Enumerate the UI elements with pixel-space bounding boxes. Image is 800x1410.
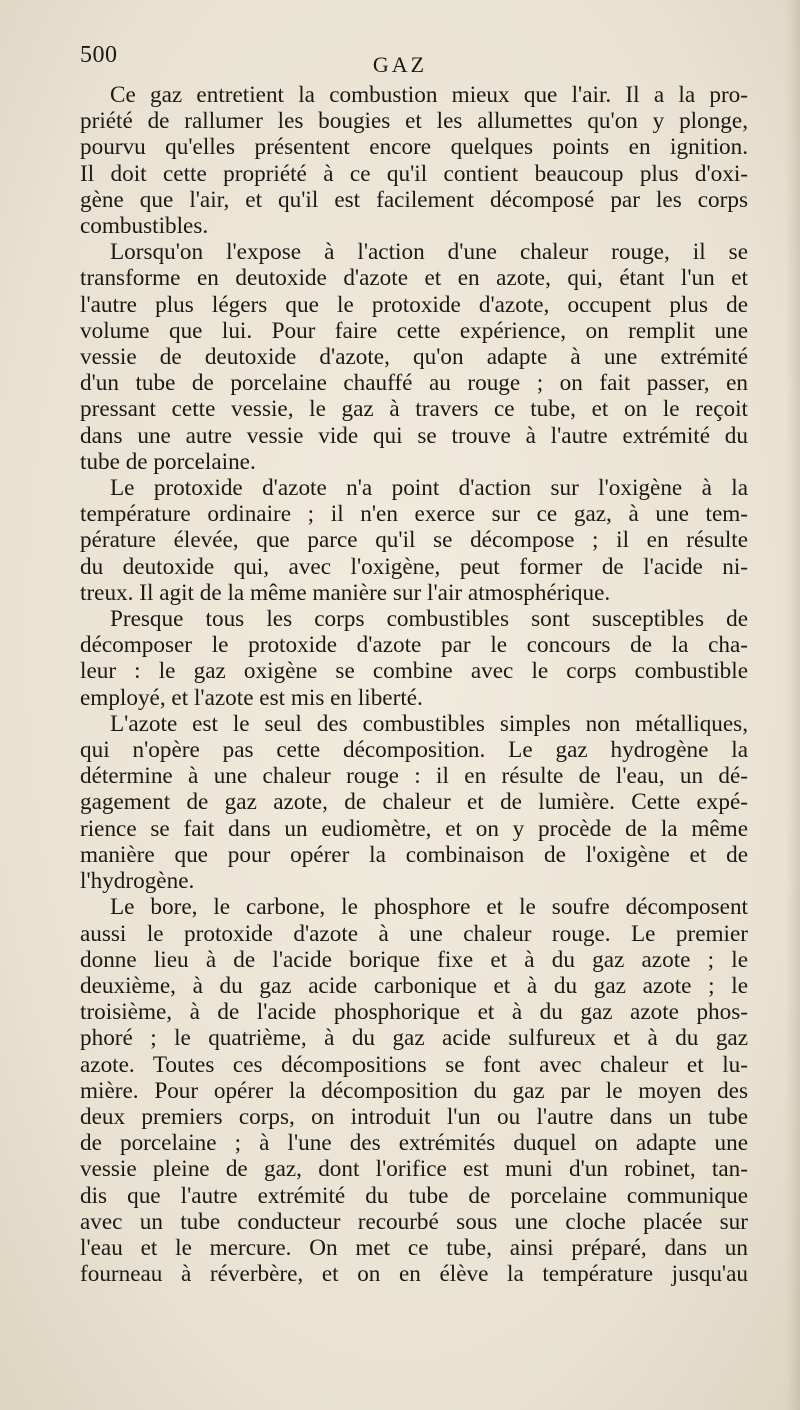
text-line: gagement de gaz azote, de chaleur et de lumière. Cette expé- [80, 789, 748, 816]
text-line: d'un tube de porcelaine chauffé au rouge ; on fait passer, en [80, 370, 748, 397]
text-line: donne lieu à de l'acide borique fixe et à du gaz azote ; le [80, 946, 748, 973]
body-text [80, 82, 748, 1287]
running-head: GAZ [372, 52, 428, 77]
text-line: gène que l'air, et qu'il est facilement décomposé par les corps [80, 186, 748, 213]
text-line: du deutoxide qui, avec l'oxigène, peut former de l'acide ni- [80, 553, 748, 580]
text-line: tube de porcelaine. [80, 448, 256, 475]
text-line: volume que lui. Pour faire cette expérience, on remplit une [80, 317, 748, 344]
text-line: azote. Toutes ces décompositions se font avec chaleur et lu- [80, 1051, 748, 1078]
text-line: pourvu qu'elles présentent encore quelques points en ignition. [80, 134, 748, 161]
text-line: Lorsqu'on l'expose à l'action d'une chaleur rouge, il se [110, 239, 748, 266]
text-line: mière. Pour opérer la décomposition du gaz par le moyen des [80, 1077, 748, 1104]
text-line: l'eau et le mercure. On met ce tube, ainsi préparé, dans un [80, 1234, 748, 1261]
text-line: l'hydrogène. [80, 868, 195, 895]
page-number: 500 [80, 42, 118, 68]
text-line: fourneau à réverbère, et on en élève la température jusqu'au [80, 1261, 748, 1288]
text-line: priété de rallumer les bougies et les allumettes qu'on y plonge, [80, 108, 748, 135]
text-line: pressant cette vessie, le gaz à travers ce tube, et on le reçoit [80, 396, 748, 423]
text-line: pérature élevée, que parce qu'il se décompose ; il en résulte [80, 527, 748, 554]
text-line: Le bore, le carbone, le phosphore et le soufre décomposent [110, 894, 748, 921]
text-line: manière que pour opérer la combinaison de l'oxigène et de [80, 841, 748, 868]
text-line: treux. Il agit de la même manière sur l'air atmosphérique. [80, 579, 611, 606]
text-line: leur : le gaz oxigène se combine avec le corps combustible [80, 658, 748, 685]
text-line: qui n'opère pas cette décomposition. Le gaz hydrogène la [80, 737, 748, 764]
text-line: rience se fait dans un eudiomètre, et on y procède de la même [80, 815, 748, 842]
text-line: vessie pleine de gaz, dont l'orifice est muni d'un robinet, tan- [80, 1156, 748, 1183]
text-line: l'autre plus légers que le protoxide d'azote, occupent plus de [80, 291, 748, 318]
text-line: dans une autre vessie vide qui se trouve à l'autre extrémité du [80, 422, 748, 449]
text-line: transforme en deutoxide d'azote et en azote, qui, étant l'un et [80, 265, 748, 292]
page-edge-shadow [786, 0, 800, 1410]
text-line: température ordinaire ; il n'en exerce sur ce gaz, à une tem- [80, 501, 748, 528]
text-line: Il doit cette propriété à ce qu'il contient beaucoup plus d'oxi- [80, 160, 748, 187]
text-line: deux premiers corps, on introduit l'un ou l'autre dans un tube [80, 1103, 748, 1130]
text-line: détermine à une chaleur rouge : il en résulte de l'eau, un dé- [80, 763, 748, 790]
text-line: avec un tube conducteur recourbé sous une cloche placée sur [80, 1208, 748, 1235]
text-line: décomposer le protoxide d'azote par le concours de la cha- [80, 632, 748, 659]
text-line: L'azote est le seul des combustibles simples non métalliques, [110, 710, 748, 737]
text-line: dis que l'autre extrémité du tube de porcelaine communique [80, 1182, 748, 1209]
text-line: phoré ; le quatrième, à du gaz acide sulfureux et à du gaz [80, 1025, 748, 1052]
text-line: deuxième, à du gaz acide carbonique et à du gaz azote ; le [80, 972, 748, 999]
text-line: troisième, à de l'acide phosphorique et à du gaz azote phos- [80, 999, 748, 1026]
text-line: Le protoxide d'azote n'a point d'action sur l'oxigène à la [110, 475, 748, 502]
text-line: employé, et l'azote est mis en liberté. [80, 684, 423, 711]
text-line: combustibles. [80, 213, 209, 240]
text-line: aussi le protoxide d'azote à une chaleur rouge. Le premier [80, 920, 748, 947]
text-line: Ce gaz entretient la combustion mieux que l'air. Il a la pro- [110, 82, 748, 108]
text-line: de porcelaine ; à l'une des extrémités duquel on adapte une [80, 1130, 748, 1157]
text-line: vessie de deutoxide d'azote, qu'on adapte à une extrémité [80, 344, 748, 371]
text-line: Presque tous les corps combustibles sont susceptibles de [110, 606, 748, 633]
